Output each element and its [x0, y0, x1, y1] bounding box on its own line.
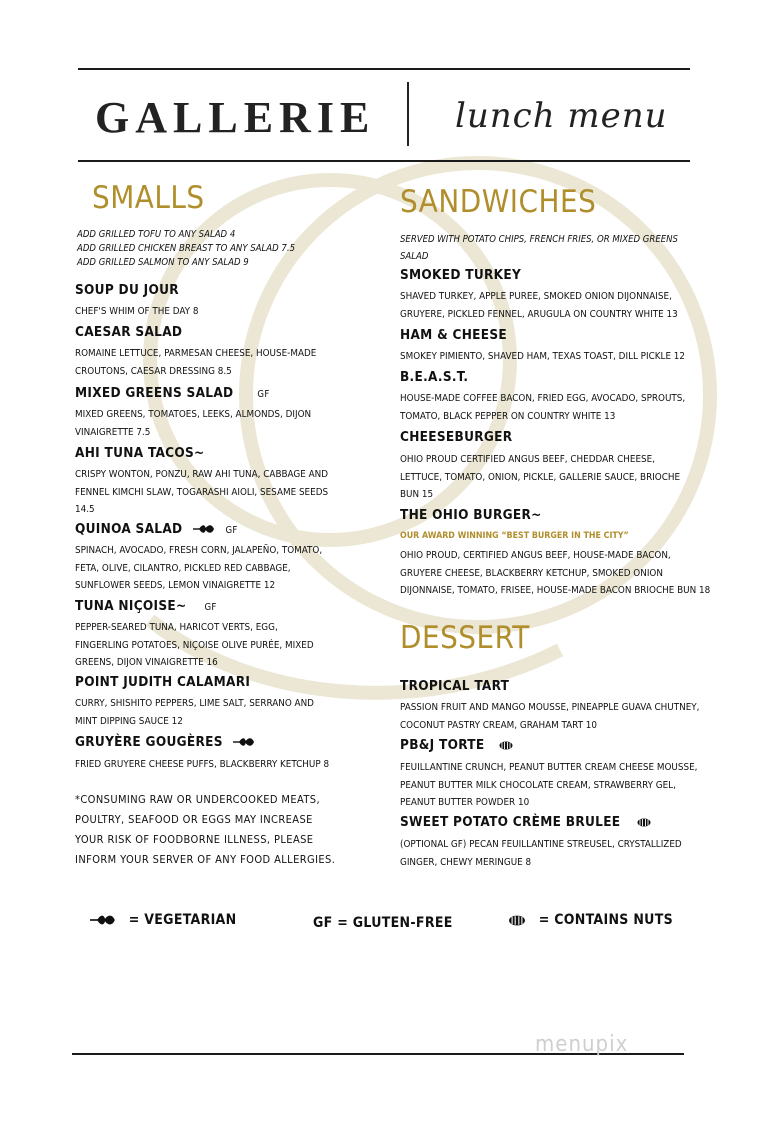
item-name: CAESAR SALAD — [75, 324, 183, 340]
item-name — [75, 598, 217, 614]
disclaimer-line: POULTRY, SEAFOOD OR EGGS MAY INCREASE — [75, 813, 313, 826]
disclaimer-line: *CONSUMING RAW OR UNDERCOOKED MEATS, — [75, 793, 320, 806]
item-description — [75, 542, 322, 595]
gf-badge: GF — [225, 525, 238, 536]
desc-line: CROUTONS, CAESAR DRESSING 8.5 — [75, 365, 232, 377]
item-description — [75, 619, 314, 672]
desc-line: FENNEL KIMCHI SLAW, TOGARASHI AIOLI, SESAME SEEDS — [75, 486, 329, 498]
legend-nuts-label: = CONTAINS NUTS — [538, 912, 673, 928]
item-name-text: TUNA NIÇOISE~ — [75, 598, 187, 614]
item-description: SMOKEY PIMIENTO, SHAVED HAM, TEXAS TOAST, DILL PICKLE 12 — [400, 351, 686, 362]
item-name — [400, 814, 651, 830]
item-description — [75, 695, 314, 730]
item-description — [400, 288, 678, 323]
desc-line: PEANUT BUTTER MILK CHOCOLATE CREAM, STRAWBERRY GEL, — [400, 779, 676, 791]
item-name: TROPICAL TART — [400, 678, 510, 694]
disclaimer-line: YOUR RISK OF FOODBORNE ILLNESS, PLEASE — [75, 833, 314, 846]
desc-line: OHIO PROUD CERTIFIED ANGUS BEEF, CHEDDAR CHEESE, — [400, 454, 655, 465]
desc-line: GRUYERE CHEESE, BLACKBERRY KETCHUP, SMOKED ONION — [400, 567, 663, 579]
item-name: POINT JUDITH CALAMARI — [75, 674, 251, 690]
desc-line: HOUSE-MADE COFFEE BACON, FRIED EGG, AVOCADO, SPROUTS, — [400, 393, 686, 404]
item-name-text: SWEET POTATO CRÈME BRULEE — [400, 814, 621, 830]
legend-nuts — [508, 912, 673, 928]
desc-line: VINAIGRETTE 7.5 — [75, 426, 151, 438]
item-name: AHI TUNA TACOS~ — [75, 445, 205, 461]
watermark: menupix — [535, 1032, 629, 1057]
menu-subtitle: lunch menu — [455, 96, 668, 136]
item-name — [75, 734, 255, 750]
item-description — [400, 759, 697, 812]
item-name: SMOKED TURKEY — [400, 267, 522, 283]
desc-line: FEUILLANTINE CRUNCH, PEANUT BUTTER CREAM CHEESE MOUSSE, — [400, 762, 698, 773]
desc-line: CRISPY WONTON, PONZU, RAW AHI TUNA, CABBAGE AND — [75, 469, 329, 480]
desc-line: SPINACH, AVOCADO, FRESH CORN, JALAPEÑO, TOMATO, — [75, 545, 323, 556]
desc-line: TOMATO, BLACK PEPPER ON COUNTRY WHITE 13 — [400, 410, 616, 422]
desc-line: MIXED GREENS, TOMATOES, LEEKS, ALMONDS, DIJON — [75, 409, 312, 420]
addon-line: ADD GRILLED CHICKEN BREAST TO ANY SALAD 7.5 — [77, 243, 296, 254]
section-title-smalls: SMALLS — [92, 180, 205, 216]
desc-line: GREENS, DIJON VINAIGRETTE 16 — [75, 657, 218, 668]
desc-line: (OPTIONAL GF) PECAN FEUILLANTINE STREUSEL, CRYSTALLIZED — [400, 839, 682, 850]
item-name-text: QUINOA SALAD — [75, 521, 183, 537]
item-description — [75, 406, 311, 441]
nut-icon — [637, 818, 651, 827]
restaurant-name: GALLERIE — [95, 93, 376, 142]
desc-line: PEANUT BUTTER POWDER 10 — [400, 797, 530, 808]
vegetarian-icon — [193, 524, 215, 534]
desc-line: BUN 15 — [400, 489, 434, 500]
allergy-disclaimer — [75, 790, 335, 870]
item-description — [400, 547, 710, 600]
item-name: CHEESEBURGER — [400, 429, 513, 445]
item-name — [75, 385, 270, 401]
item-description — [400, 390, 685, 425]
item-description: FRIED GRUYERE CHEESE PUFFS, BLACKBERRY KETCHUP 8 — [75, 759, 330, 770]
item-description — [400, 836, 682, 871]
desc-line: LETTUCE, TOMATO, ONION, PICKLE, GALLERIE SAUCE, BRIOCHE — [400, 471, 681, 483]
sandwiches-note — [400, 231, 678, 265]
section-title-dessert: DESSERT — [400, 620, 530, 656]
item-name-text: GRUYÈRE GOUGÈRES — [75, 734, 223, 750]
desc-line: FINGERLING POTATOES, NIÇOISE OLIVE PURÉE, MIXED — [75, 639, 314, 651]
desc-line: CURRY, SHISHITO PEPPERS, LIME SALT, SERRANO AND — [75, 698, 314, 709]
item-description: CHEF'S WHIM OF THE DAY 8 — [75, 306, 199, 317]
desc-line: SHAVED TURKEY, APPLE PUREE, SMOKED ONION DIJONNAISE, — [400, 291, 672, 302]
legend-gluten-free: GF = GLUTEN-FREE — [313, 915, 453, 931]
desc-line: GRUYERE, PICKLED FENNEL, ARUGULA ON COUNTRY WHITE 13 — [400, 308, 678, 320]
item-description — [400, 699, 699, 734]
item-description — [400, 451, 680, 504]
vegetarian-icon — [90, 914, 116, 926]
nut-icon — [499, 741, 513, 750]
gf-badge: GF — [257, 389, 270, 400]
item-name: HAM & CHEESE — [400, 327, 508, 343]
note-line: SALAD — [400, 251, 429, 262]
note-line: SERVED WITH POTATO CHIPS, FRENCH FRIES, OR MIXED GREENS — [400, 234, 678, 245]
item-name-text: PB&J TORTE — [400, 737, 485, 753]
item-name — [400, 737, 513, 753]
item-name: THE OHIO BURGER~ — [400, 507, 542, 523]
disclaimer-line: INFORM YOUR SERVER OF ANY FOOD ALLERGIES. — [75, 853, 336, 866]
item-description — [75, 466, 328, 519]
desc-line: GINGER, CHEWY MERINGUE 8 — [400, 856, 532, 868]
item-description — [75, 345, 316, 380]
desc-line: 14.5 — [75, 504, 95, 515]
item-name: B.E.A.S.T. — [400, 369, 469, 385]
desc-line: PEPPER-SEARED TUNA, HARICOT VERTS, EGG, — [75, 622, 278, 633]
addons-note — [77, 228, 295, 270]
item-name-text: MIXED GREENS SALAD — [75, 385, 234, 401]
item-name: SOUP DU JOUR — [75, 282, 179, 298]
desc-line: SUNFLOWER SEEDS, LEMON VINAIGRETTE 12 — [75, 580, 276, 591]
desc-line: COCONUT PASTRY CREAM, GRAHAM TART 10 — [400, 719, 597, 731]
header-top-rule — [78, 68, 690, 70]
desc-line: ROMAINE LETTUCE, PARMESAN CHEESE, HOUSE-MADE — [75, 348, 317, 359]
legend-vegetarian — [90, 912, 236, 928]
header-bottom-rule — [78, 160, 690, 162]
desc-line: DIJONNAISE, TOMATO, FRISEE, HOUSE-MADE BACON BRIOCHE BUN 18 — [400, 585, 711, 596]
vegetarian-icon — [233, 737, 255, 747]
section-title-sandwiches: SANDWICHES — [400, 184, 597, 220]
desc-line: FETA, OLIVE, CILANTRO, PICKLED RED CABBAGE, — [75, 562, 291, 574]
nut-icon — [508, 915, 526, 926]
gf-badge: GF — [204, 602, 217, 613]
addon-line: ADD GRILLED SALMON TO ANY SALAD 9 — [77, 257, 249, 268]
desc-line: OHIO PROUD, CERTIFIED ANGUS BEEF, HOUSE-MADE BACON, — [400, 550, 671, 561]
legend-vegetarian-label: = VEGETARIAN — [128, 912, 237, 928]
item-name — [75, 521, 238, 537]
desc-line: MINT DIPPING SAUCE 12 — [75, 715, 183, 727]
desc-line: PASSION FRUIT AND MANGO MOUSSE, PINEAPPLE GUAVA CHUTNEY, — [400, 702, 700, 713]
award-highlight: OUR AWARD WINNING “BEST BURGER IN THE CITY” — [400, 531, 629, 541]
header-divider — [407, 82, 409, 146]
addon-line: ADD GRILLED TOFU TO ANY SALAD 4 — [77, 229, 236, 240]
